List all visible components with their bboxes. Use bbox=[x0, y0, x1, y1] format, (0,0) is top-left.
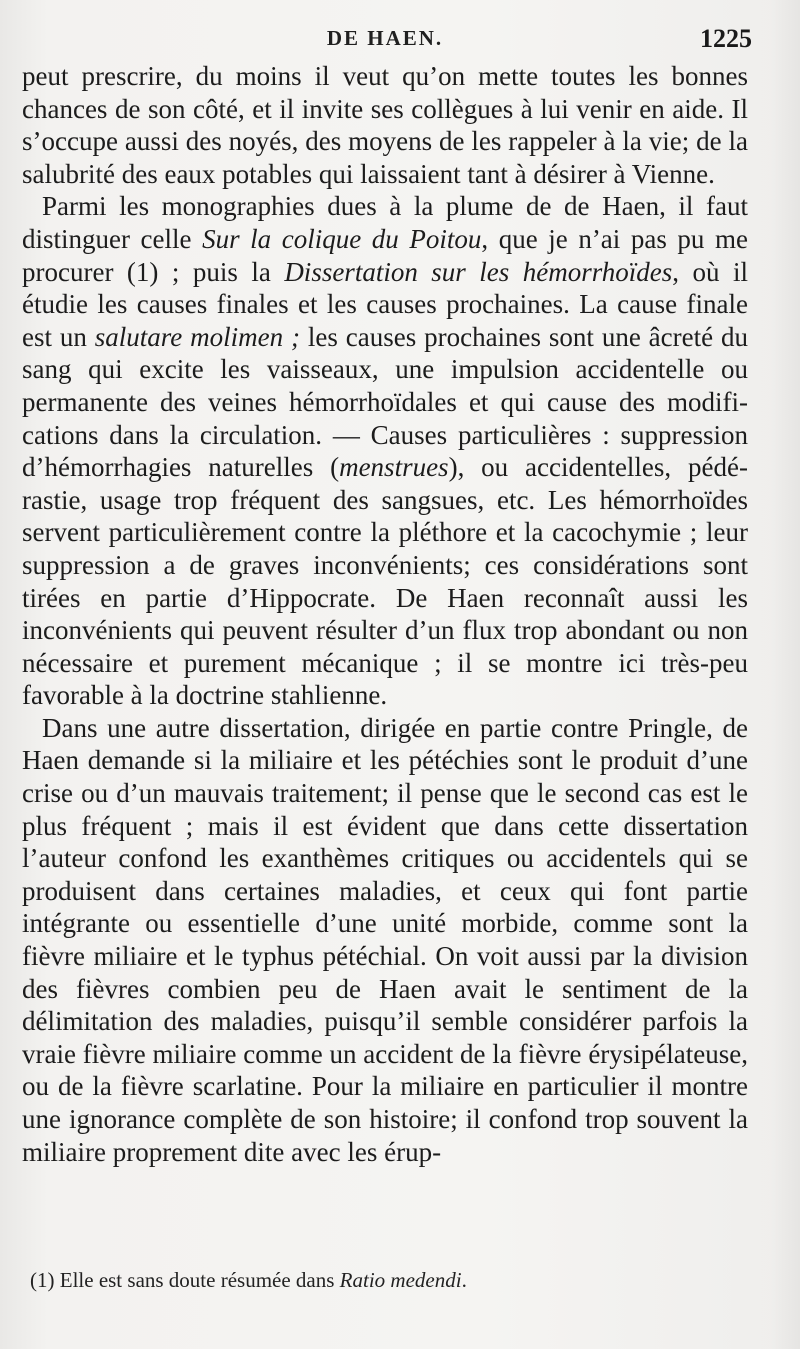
text-run: , que je n’ai pas pu me procurer (1) ; puis la bbox=[22, 223, 748, 287]
body-text bbox=[22, 60, 748, 1168]
italic-title: menstrues bbox=[339, 452, 449, 483]
footnote-tail: . bbox=[461, 1268, 467, 1292]
text-run: Dans une autre dissertation, dirigée en partie contre Pringle, de Haen demande si la miliaire et les pétéchies sont le produit d’une crise ou d’un mauvais traitement; il pense que le second cas est le plus fréquent ; mais il est évident que dans cette dissertation l’auteur confond les exanthèmes critiques ou accidentels qui se produisent dans certaines maladies, et ceux qui font partie intégrante ou essentielle d’une unité morbide, comme sont la fièvre miliaire et le typhus pétéchial. On voit aussi par la division des fièvres combien peu de Haen avait le sentiment de la délimitation des maladies, puisqu’il semble considérer parfois la vraie fièvre miliaire comme un accident de la fièvre érysipélateuse, ou de la fièvre scarlatine. Pour la miliaire en particulier il montre une ignorance complète de son histoire; il confond trop souvent la miliaire proprement dite avec les érup- bbox=[22, 712, 748, 1167]
page-edge-shadow bbox=[770, 0, 800, 1349]
running-head bbox=[0, 26, 800, 54]
paragraph bbox=[22, 190, 748, 712]
page-number: 1225 bbox=[700, 24, 752, 53]
paragraph bbox=[22, 60, 748, 190]
footnote-marker: (1) bbox=[30, 1268, 55, 1292]
paragraph bbox=[22, 712, 748, 1168]
text-run: Parmi les monographies dues à la plume de de Haen, il faut distinguer celle bbox=[22, 191, 748, 254]
italic-title: Sur la colique du Poitou bbox=[202, 223, 482, 254]
text-run: les causes prochaines sont une âcreté du sang qui excite les vaisseaux, une impulsion accidentelle ou permanente des veines hémorrhoïdales et qui cause des modifications dans la circulation. — Causes particulières : suppression d’hémorrhagies naturelles ( bbox=[22, 321, 748, 483]
text-run: , où il étudie les causes finales et les causes prochaines. La cause finale est un bbox=[22, 256, 748, 352]
text-run: ), ou accidentelles, pédérastie, usage trop fréquent des sangsues, etc. Les hémorrhoïdes servent particulièrement contre la pléthore et la cacochymie ; leur suppression a de graves inconvénients; ces considérations sont tirées en partie d’Hippocrate. De Haen reconnaît aussi les inconvénients qui peuvent résulter d’un flux trop abondant ou non nécessaire et purement mécanique ; il se montre ici très-peu favorable à la doctrine stahlienne. bbox=[22, 452, 748, 711]
running-title: DE HAEN. bbox=[326, 26, 444, 50]
footnote bbox=[30, 1268, 730, 1293]
italic-title: salutare molimen ; bbox=[94, 321, 300, 352]
italic-title: Dissertation sur les hémorrhoïdes bbox=[284, 256, 673, 287]
footnote-text: Elle est sans doute résumée dans bbox=[54, 1268, 340, 1292]
footnote-title: Ratio medendi bbox=[339, 1268, 462, 1292]
text-run: peut prescrire, du moins il veut qu’on mette toutes les bonnes chances de son côté, et il invite ses collègues à lui venir en aide. Il s’occupe aussi des noyés, des moyens de les rappeler à la vie; de la salubrité des eaux potables qui laissaient tant à désirer à Vienne. bbox=[22, 61, 748, 189]
